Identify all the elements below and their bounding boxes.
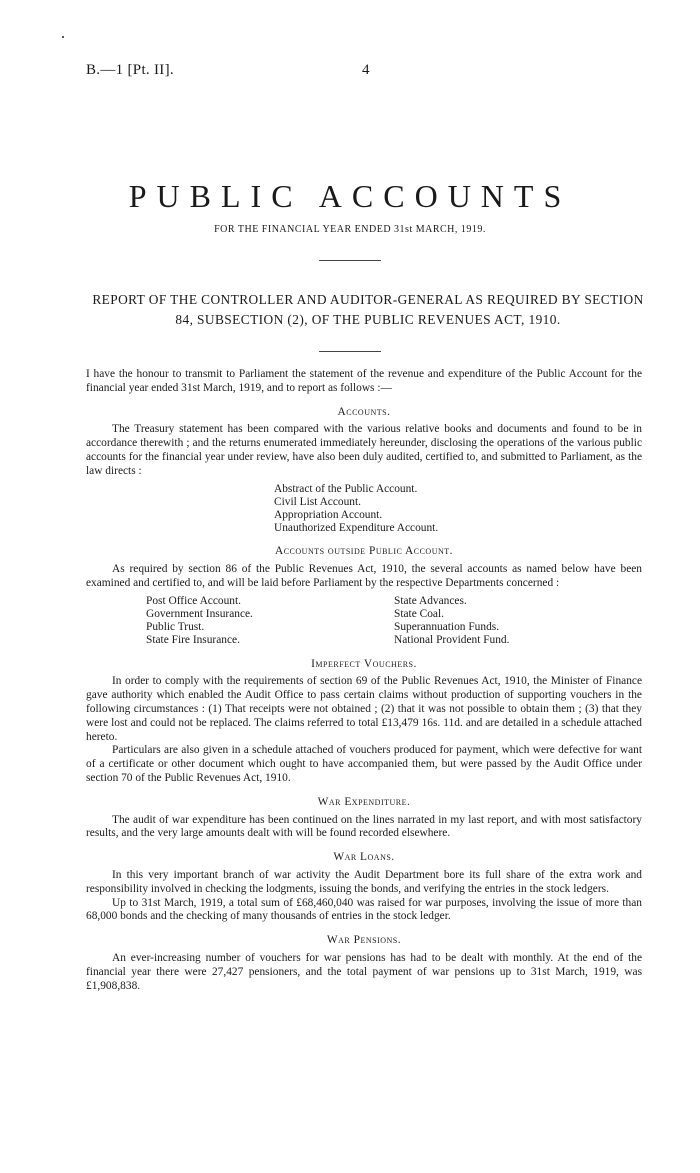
speck-mark [62,36,64,38]
outside-accounts-list [146,595,642,648]
report-body [86,368,642,993]
war-pensions-paragraph: An ever-increasing number of vouchers for war pensions has had to be dealt with monthly. At the end of the financial year there were 27,427 pensioners, and the total payment of war pensions up to 31st March, 1919, was £1,908,838. [86,951,642,992]
accounts-paragraph: The Treasury statement has been compared with the various relative books and documents and found to be in accordance therewith ; and the returns enumerated immediately hereunder, disclosing the operations of the various public accounts for the financial year under review, have also been duly audited, certified to, and submitted to Parliament, as the law directs : [86,423,642,477]
vouchers-paragraph-1: In order to comply with the requirements of section 69 of the Public Revenues Act, 1910, the Minister of Finance gave authority which enabled the Audit Office to pass certain claims without production of supporting vouchers in the following circumstances : (1) That receipts were not obtained ; (2) that it was not possible to obtain them ; (3) that they were lost and could not be replaced. The claims referred to total £13,479 16s. 11d. and are detailed in a schedule attached hereto. [86,675,642,743]
section-heading-accounts: Accounts. [337,405,391,418]
section-heading-war-loans: War Loans. [333,851,395,864]
war-expenditure-paragraph: The audit of war expenditure has been continued on the lines narrated in my last report, and with most satisfactory results, and the very large amounts dealt with will be found recorded elsewhere. [86,813,642,840]
outside-list-left [146,595,394,648]
title-divider [319,260,381,261]
vouchers-paragraph-2: Particulars are also given in a schedule attached of vouchers produced for payment, which were defective for want of a certificate or other document which ought to have accompanied them, but were passed by the Audit Office under section 70 of the Public Revenues Act, 1910. [86,744,642,784]
outside-paragraph: As required by section 86 of the Public Revenues Act, 1910, the several accounts as named below have been examined and certified to, and will be laid before Parliament by the respective Departments concerned : [86,563,642,589]
intro-paragraph: I have the honour to transmit to Parliament the statement of the revenue and expenditure of the Public Account for the financial year ended 31st March, 1919, and to report as follows :— [86,368,642,394]
list-item: Civil List Account. [274,495,362,508]
list-item: State Coal. [394,607,444,620]
list-item: State Advances. [394,594,467,607]
page-number: 4 [362,62,370,78]
outside-list-right [394,595,642,648]
section-heading-war-expenditure: War Expenditure. [317,795,411,808]
war-loans-paragraph-2: Up to 31st March, 1919, a total sum of £68,460,040 was raised for war purposes, involving the issue of more than 68,000 bonds and the checking of many thousands of entries in the stock ledger. [86,896,642,923]
list-item: Post Office Account. [146,594,242,607]
list-item: State Fire Insurance. [146,634,240,647]
list-item: Government Insurance. [146,607,253,620]
war-loans-paragraph-1: In this very important branch of war activity the Audit Department bore its full share of the extra work and responsibility involved in checking the lodgments, issuing the bonds, and verifying the entries in the stock ledgers. [86,868,642,895]
list-item: National Provident Fund. [394,634,510,647]
section-heading-vouchers: Imperfect Vouchers. [311,657,417,670]
series-reference: B.—1 [Pt. II]. [86,62,174,78]
accounts-list [274,483,642,536]
page-title: PUBLIC ACCOUNTS [128,178,572,214]
list-item: Public Trust. [146,621,205,634]
list-item: Superannuation Funds. [394,621,500,634]
list-item: Appropriation Account. [274,508,383,521]
page-subtitle: FOR THE FINANCIAL YEAR ENDED 31st MARCH, 1919. [214,224,486,235]
section-heading-outside: Accounts outside Public Account. [275,545,453,558]
heading-divider [319,351,381,352]
list-item: Abstract of the Public Account. [274,482,418,495]
report-heading: REPORT OF THE CONTROLLER AND AUDITOR-GENERAL AS REQUIRED BY SECTION 84, SUBSECTION (2), OF THE PUBLIC REVENUES ACT, 1910. [92,292,644,327]
section-heading-war-pensions: War Pensions. [326,934,402,947]
list-item: Unauthorized Expenditure Account. [274,522,439,535]
